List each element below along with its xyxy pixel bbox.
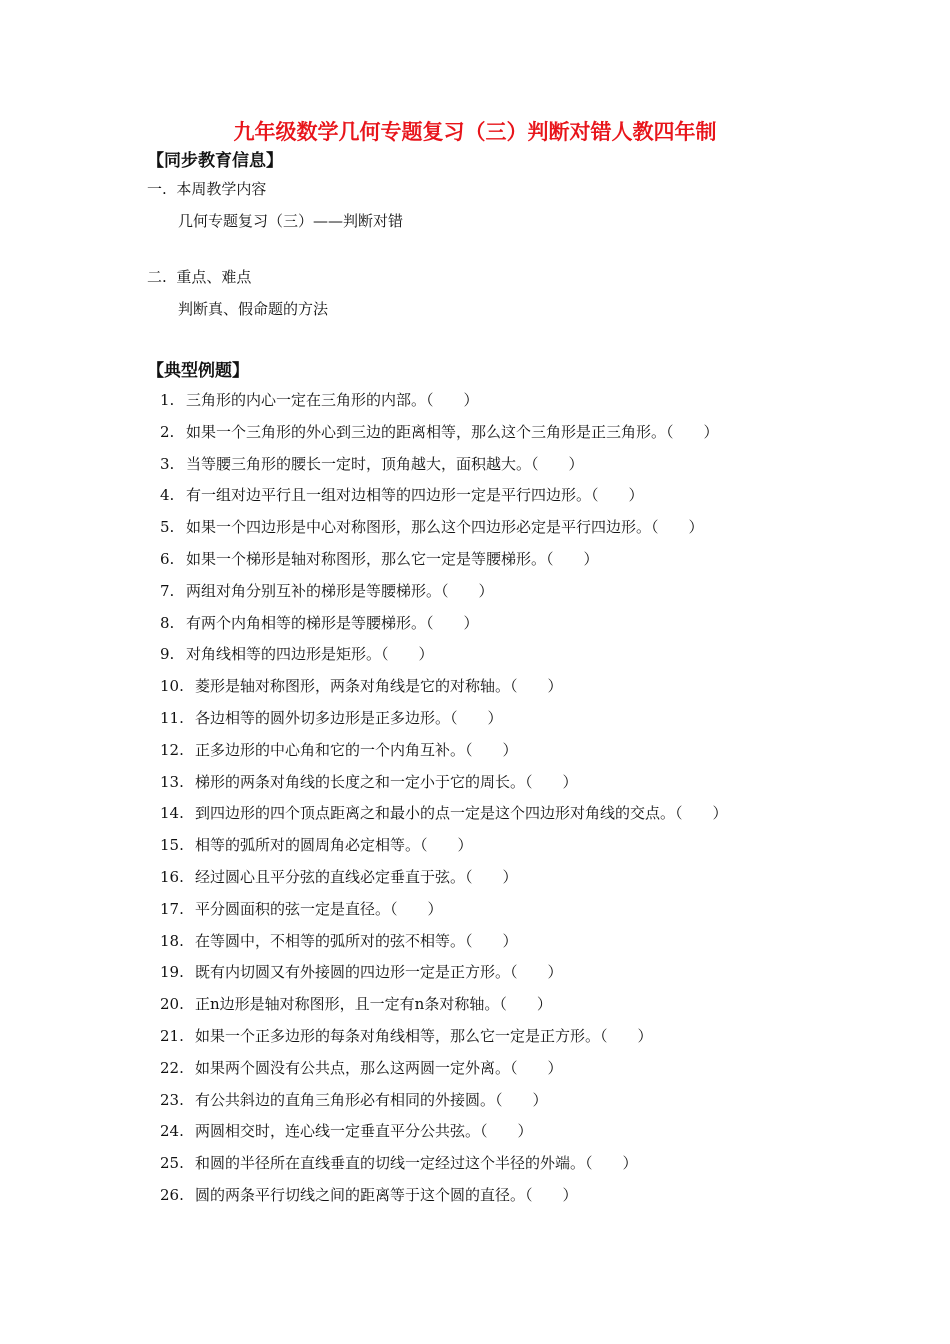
sync-info-heading: 【同步教育信息】 [147, 151, 283, 171]
question-text: 对角线相等的四边形是矩形。（ ） [186, 645, 434, 664]
question-text: 如果一个三角形的外心到三边的距离相等，那么这个三角形是正三角形。（ ） [186, 422, 719, 441]
question-item [160, 548, 728, 580]
question-number: 3. [160, 454, 175, 473]
question-item [160, 993, 728, 1025]
question-text: 梯形的两条对角线的长度之和一定小于它的周长。（ ） [195, 772, 578, 791]
question-number: 2. [160, 422, 175, 441]
question-item [160, 1120, 728, 1152]
question-item [160, 516, 728, 548]
question-item [160, 1057, 728, 1089]
question-number: 26. [160, 1185, 184, 1204]
section-one-label: 本周教学内容 [176, 180, 267, 198]
question-number: 11. [160, 708, 184, 727]
question-text: 正多边形的中心角和它的一个内角互补。（ ） [195, 740, 518, 759]
question-item [160, 802, 728, 834]
question-text: 有两个内角相等的梯形是等腰梯形。（ ） [186, 613, 479, 632]
section-two-title [147, 266, 251, 287]
question-text: 当等腰三角形的腰长一定时，顶角越大，面积越大。（ ） [186, 454, 584, 473]
question-item [160, 866, 728, 898]
question-text: 如果两个圆没有公共点，那么这两圆一定外离。（ ） [195, 1058, 563, 1077]
question-item [160, 1089, 728, 1121]
question-item [160, 453, 728, 485]
question-item [160, 771, 728, 803]
question-number: 14. [160, 804, 184, 823]
question-number: 6. [160, 549, 175, 568]
question-text: 两圆相交时，连心线一定垂直平分公共弦。（ ） [195, 1122, 533, 1141]
question-item [160, 580, 728, 612]
question-text: 如果一个正多边形的每条对角线相等，那么它一定是正方形。（ ） [195, 1026, 653, 1045]
question-text: 菱形是轴对称图形，两条对角线是它的对称轴。（ ） [195, 677, 563, 696]
question-list [160, 389, 728, 1216]
question-text: 如果一个梯形是轴对称图形，那么它一定是等腰梯形。（ ） [186, 549, 599, 568]
question-number: 15. [160, 836, 184, 855]
question-number: 8. [160, 613, 175, 632]
question-number: 21. [160, 1026, 184, 1045]
question-text: 在等圆中，不相等的弧所对的弦不相等。（ ） [195, 931, 518, 950]
question-text: 既有内切圆又有外接圆的四边形一定是正方形。（ ） [195, 963, 563, 982]
section-two-label: 重点、难点 [176, 268, 252, 286]
question-item [160, 421, 728, 453]
question-text: 相等的弧所对的圆周角必定相等。（ ） [195, 836, 473, 855]
question-number: 25. [160, 1154, 184, 1173]
question-number: 4. [160, 486, 175, 505]
question-item [160, 675, 728, 707]
question-number: 7. [160, 581, 175, 600]
question-item [160, 707, 728, 739]
question-item [160, 643, 728, 675]
question-number: 17. [160, 899, 184, 918]
question-text: 和圆的半径所在直线垂直的切线一定经过这个半径的外端。（ ） [195, 1154, 638, 1173]
section-two-body: 判断真、假命题的方法 [178, 300, 329, 318]
question-number: 20. [160, 995, 184, 1014]
question-text: 有一组对边平行且一组对边相等的四边形一定是平行四边形。（ ） [186, 486, 644, 505]
question-item [160, 834, 728, 866]
question-item [160, 389, 728, 421]
page-title: 九年级数学几何专题复习（三）判断对错人教四年制 [233, 120, 717, 144]
question-text: 圆的两条平行切线之间的距离等于这个圆的直径。（ ） [195, 1185, 578, 1204]
question-number: 12. [160, 740, 184, 759]
question-item [160, 1025, 728, 1057]
question-number: 23. [160, 1090, 184, 1109]
question-text: 有公共斜边的直角三角形必有相同的外接圆。（ ） [195, 1090, 548, 1109]
question-item [160, 930, 728, 962]
question-number: 5. [160, 518, 175, 537]
question-item [160, 612, 728, 644]
question-text: 三角形的内心一定在三角形的内部。（ ） [186, 391, 479, 409]
question-text: 如果一个四边形是中心对称图形，那么这个四边形必定是平行四边形。（ ） [186, 518, 704, 537]
question-number: 13. [160, 772, 184, 791]
question-number: 19. [160, 963, 184, 982]
section-two-marker: 二. [147, 268, 167, 286]
question-text: 两组对角分别互补的梯形是等腰梯形。（ ） [186, 581, 494, 600]
question-number: 10. [160, 677, 184, 696]
question-text: 经过圆心且平分弦的直线必定垂直于弦。（ ） [195, 867, 518, 886]
question-text: 到四边形的四个顶点距离之和最小的点一定是这个四边形对角线的交点。（ ） [195, 804, 728, 823]
question-item [160, 898, 728, 930]
question-number: 24. [160, 1122, 184, 1141]
section-one-marker: 一. [147, 180, 167, 198]
question-text: 平分圆面积的弦一定是直径。（ ） [195, 899, 443, 918]
question-number: 22. [160, 1058, 184, 1077]
section-one-body: 几何专题复习（三）——判断对错 [178, 212, 404, 230]
question-item [160, 1152, 728, 1184]
question-item [160, 739, 728, 771]
examples-heading: 【典型例题】 [147, 361, 249, 381]
question-item [160, 961, 728, 993]
question-number: 18. [160, 931, 184, 950]
question-number: 1. [160, 391, 175, 409]
question-number: 9. [160, 645, 175, 664]
question-item [160, 1184, 728, 1216]
section-one-title [147, 178, 266, 199]
question-text: 各边相等的圆外切多边形是正多边形。（ ） [195, 708, 503, 727]
question-item [160, 484, 728, 516]
question-text: 正n边形是轴对称图形，且一定有n条对称轴。（ ） [195, 995, 552, 1014]
question-number: 16. [160, 867, 184, 886]
